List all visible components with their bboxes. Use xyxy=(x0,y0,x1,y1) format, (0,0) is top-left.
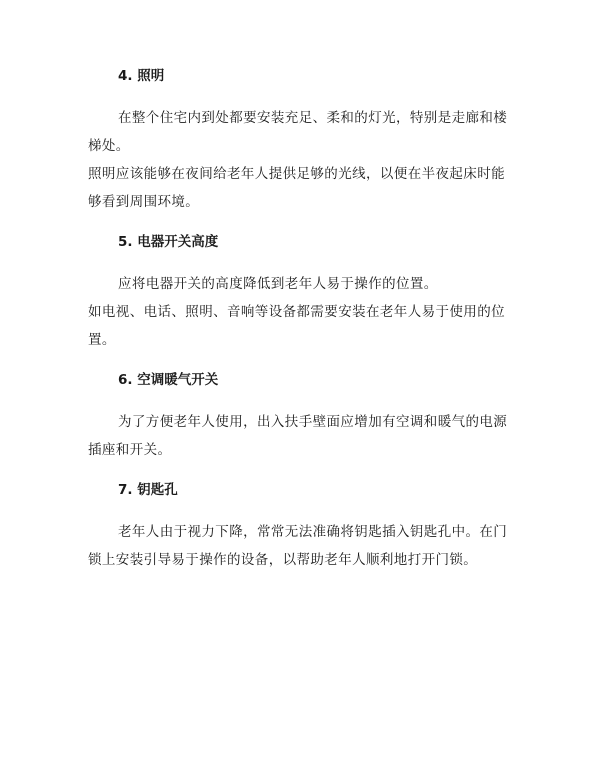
document-body xyxy=(88,66,513,574)
paragraph: 如电视、电话、照明、音响等设备都需要安装在老年人易于使用的位置。 xyxy=(88,304,505,348)
paragraph: 老年人由于视力下降，常常无法准确将钥匙插入钥匙孔中。在门锁上安装引导易于操作的设备，以帮助老年人顺利地打开门锁。 xyxy=(88,524,508,568)
paragraph: 在整个住宅内到处都要安装充足、柔和的灯光，特别是走廊和楼梯处。 xyxy=(88,110,508,154)
paragraph: 照明应该能够在夜间给老年人提供足够的光线，以便在半夜起床时能够看到周围环境。 xyxy=(88,166,505,210)
paragraph: 为了方便老年人使用，出入扶手壁面应增加有空调和暖气的电源插座和开关。 xyxy=(88,414,508,458)
section-title-lighting: 4. 照明 xyxy=(118,68,165,84)
section-title-keyhole: 7. 钥匙孔 xyxy=(118,482,178,498)
paragraph: 应将电器开关的高度降低到老年人易于操作的位置。 xyxy=(118,276,438,292)
section-title-ac-heating-switch: 6. 空调暖气开关 xyxy=(118,372,219,388)
section-title-switch-height: 5. 电器开关高度 xyxy=(118,234,219,250)
